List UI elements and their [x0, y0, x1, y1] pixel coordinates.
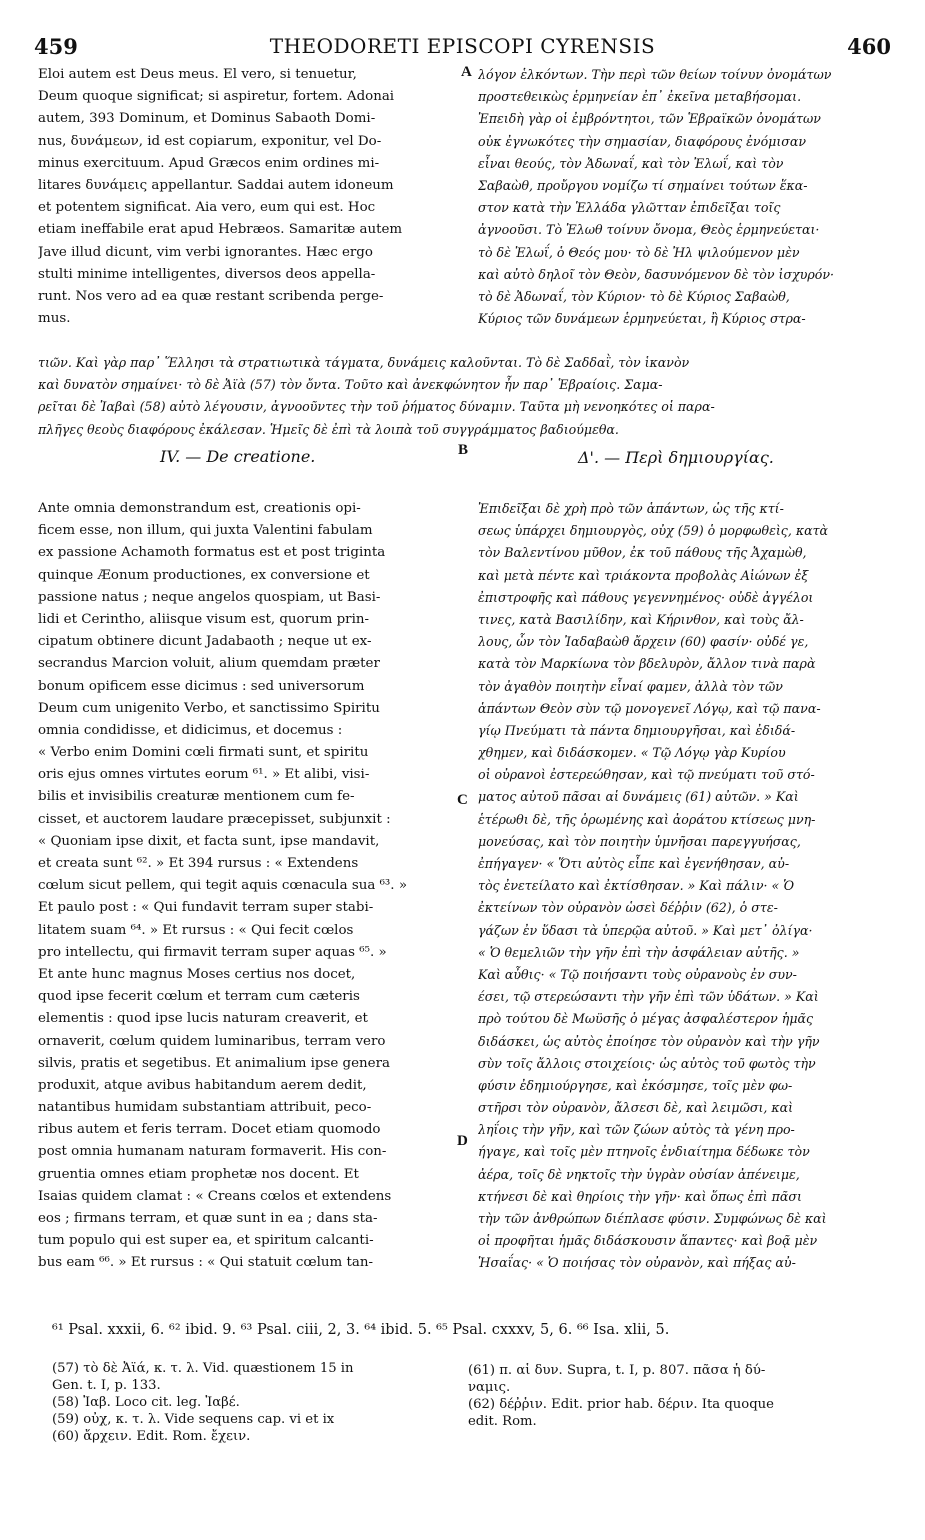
text-line: κατὰ τὸν Μαρκίωνα τὸν βδελυρὸν, ἄλλον τινὰ παρὰ [478, 656, 816, 672]
text-line: cipatum obtinere dicunt Jadabaoth ; neque ut ex- [38, 634, 372, 650]
text-line: τινες, κατὰ Βασιλίδην, καὶ Κήρινθον, καὶ τοὺς ἄλ- [478, 611, 804, 627]
text-line: οἱ προφῆται ἡμᾶς διδάσκουσιν ἅπαντες· καὶ βοᾷ μὲν [478, 1233, 818, 1249]
footnotes-left [52, 1360, 472, 1445]
text-line: Et paulo post : « Qui fundavit terram super stabi- [38, 900, 374, 916]
footnotes-right [468, 1362, 898, 1430]
text-line: « Quoniam ipse dixit, et facta sunt, ipse mandavit, [38, 833, 380, 849]
footnote-line: (61) π. αἱ δυν. Supra, t. I, p. 807. πᾶσα ἡ δύ- [468, 1363, 766, 1378]
text-line: ornaverit, cœlum quidem luminaribus, terram vero [38, 1033, 386, 1049]
text-line: natantibus humidam substantiam attribuit, peco- [38, 1100, 372, 1116]
text-line: eos ; firmans terram, et quæ sunt in ea ; dans sta- [38, 1211, 378, 1226]
text-line: ματος αὐτοῦ πᾶσαι αἱ δυνάμεις (61) αὐτῶν. » Καὶ [478, 789, 799, 805]
margin-letter-c: C [457, 792, 468, 808]
text-line: lidi et Cerintho, aliisque visum est, quorum prin- [38, 611, 370, 627]
text-line: gruentia omnes etiam prophetæ nos docent. Et [38, 1166, 359, 1182]
text-line: et potentem significat. Aia vero, eum qui est. Hoc [38, 200, 376, 216]
text-line: mus. [38, 311, 71, 327]
text-line: nus, δυνάμεων, id est copiarum, exponitur, vel Do- [38, 133, 382, 149]
text-line: omnia condidisse, et didicimus, et docemus : [38, 722, 343, 738]
text-line: προστεθεικὼς ἑρμηνείαν ἐπ᾽ ἐκεῖνα μεταβήσομαι. [478, 89, 802, 105]
text-line: φύσιν ἐδημιούργησε, καὶ ἐκόσμησε, τοῖς μὲν φω- [478, 1077, 793, 1093]
text-line: οἱ οὐρανοὶ ἐστερεώθησαν, καὶ τῷ πνεύματι τοῦ στό- [478, 767, 815, 783]
text-line: γάζων ἐν ὕδασι τὰ ὑπερῷα αὐτοῦ. » Καὶ μετ᾽ ὀλίγα· [478, 922, 813, 938]
text-line: post omnia humanam naturam formaverit. His con- [38, 1144, 387, 1160]
footnote-line: Gen. t. I, p. 133. [52, 1378, 161, 1393]
greek-full-width-paragraph [38, 352, 894, 441]
margin-letter-b: B [458, 442, 469, 458]
text-line: ἀέρα, τοῖς δὲ νηκτοῖς τὴν ὑγρὰν οὐσίαν ἀπένειμε, [478, 1166, 800, 1182]
text-line: στον κατὰ τὴν Ἑλλάδα γλῶτταν ἐπιδεῖξαι τοῖς [478, 200, 781, 216]
text-line: « Verbo enim Domini cœli firmati sunt, et spiritu [38, 745, 369, 761]
text-line: quinque Æonum productiones, ex conversione et [38, 567, 370, 583]
text-line: ἁπάντων Θεὸν σὺν τῷ μονογενεῖ Λόγῳ, καὶ τῷ πανα- [478, 700, 821, 716]
text-line: πλῆγες θεοὺς διαφόρους ἐκάλεσαν. Ἡμεῖς δὲ ἐπὶ τὰ λοιπὰ τοῦ συγγράμματος βαδιούμεθα. [38, 421, 619, 437]
text-line: tum populo qui est super ea, et spiritum calcanti- [38, 1233, 374, 1249]
text-line: bus eam ⁶⁶. » Et rursus : « Qui statuit cœlum tan- [38, 1255, 373, 1271]
text-line: ρεῖται δὲ Ἰαβαὶ (58) αὐτὸ λέγουσιν, ἀγνοοῦντες τὴν τοῦ ῥήματος δύναμιν. Ταῦτα μὴ νενοηκότες οἱ παρα- [38, 399, 715, 415]
text-line: Καὶ αὖθις· « Τῷ ποιήσαντι τοὺς οὐρανοὺς ἐν συν- [478, 966, 797, 982]
text-line: etiam ineffabile erat apud Hebræos. Samaritæ autem [38, 222, 403, 238]
text-line: λους, ὧν τὸν Ἰαδαβαὼθ ἄρχειν (60) φασίν· οὐδέ γε, [478, 634, 809, 650]
text-line: σὺν τοῖς ἄλλοις στοιχείοις· ὡς αὐτὸς τοῦ φωτὸς τὴν [478, 1055, 816, 1071]
margin-letter-a: A [461, 64, 472, 80]
text-line: Et ante hunc magnus Moses certius nos docet, [38, 966, 356, 982]
latin-column-bottom [38, 498, 458, 1275]
footnote-line: (59) οὐχ, κ. τ. λ. Vide sequens cap. vi et ix [52, 1412, 335, 1427]
text-line: πρὸ τούτου δὲ Μωϋσῆς ὁ μέγας ἀσφαλέστερον ἡμᾶς [478, 1011, 814, 1027]
margin-letter-d: D [457, 1133, 468, 1149]
text-line: ἑτέρωθι δὲ, τῆς ὁρωμένης καὶ ἀοράτου κτίσεως μνη- [478, 811, 816, 827]
text-line: εἶναι θεούς, τὸν Ἀδωναΐ, καὶ τὸν Ἐλωΐ, καὶ τὸν [478, 155, 784, 171]
text-line: Σαβαὼθ, προὔργου νομίζω τί σημαίνει τούτων ἕκα- [478, 177, 808, 193]
text-line: σεως ὑπάρχει δημιουργὸς, οὐχ (59) ὁ μορφωθεὶς, κατὰ [478, 523, 829, 539]
text-line: Deum cum unigenito Verbo, et sanctissimo Spiritu [38, 700, 380, 716]
text-line: μονεύσας, καὶ τὸν ποιητὴν ὑμνῆσαι παρεγγυήσας, [478, 833, 801, 849]
text-line: quod ipse fecerit cœlum et terram cum cæteris [38, 989, 360, 1005]
latin-column-top [38, 64, 458, 330]
text-line: Eloi autem est Deus meus. El vero, si tenuetur, [38, 67, 357, 82]
page-header [34, 34, 891, 60]
text-line: Κύριος τῶν δυνάμεων ἑρμηνεύεται, ἢ Κύριος στρα- [478, 311, 806, 327]
text-line: et creata sunt ⁶². » Et 394 rursus : « Extendens [38, 856, 359, 871]
text-line: ληΐοις τὴν γῆν, καὶ τῶν ζώων αὐτὸς τὰ γένη προ- [478, 1122, 795, 1138]
text-line: ἐπιστροφῆς καὶ πάθους γεγεννημένος· οὐδὲ ἀγγέλοι [478, 589, 814, 605]
text-line: τὸ δὲ Ἀδωναΐ, τὸν Κύριον· τὸ δὲ Κύριος Σαβαὼθ, [478, 288, 790, 304]
text-line: λόγον ἑλκόντων. Τὴν περὶ τῶν θείων τοίνυν ὀνομάτων [478, 67, 832, 82]
text-line: καὶ αὐτὸ δηλοῖ τὸν Θεὸν, δασυνόμενον δὲ τὸν ἰσχυρόν· [478, 266, 835, 282]
footnote-line: (58) Ἰαβ. Loco cit. leg. Ἰαβέ. [52, 1395, 240, 1410]
greek-column-bottom [478, 498, 892, 1275]
text-line: ήγαγε, καὶ τοῖς μὲν πτηνοῖς ἐνδιαίτημα δέδωκε τὸν [478, 1144, 810, 1160]
text-line: χθημεν, καὶ διδάσκομεν. « Τῷ Λόγῳ γὰρ Κυρίου [478, 745, 786, 761]
text-line: τιῶν. Καὶ γὰρ παρ᾽ Ἕλλησι τὰ στρατιωτικὰ τάγματα, δυνάμεις καλοῦνται. Τὸ δὲ Σαδδαῒ, τὸν ἱκανὸν [38, 355, 690, 370]
text-line: στῆρσι τὸν οὐρανὸν, ἄλσεσι δὲ, καὶ λειμῶσι, καὶ [478, 1100, 794, 1116]
text-line: litares δυνάμεις appellantur. Saddai autem idoneum [38, 177, 394, 193]
footnote-line: (57) τὸ δὲ Ἀϊά, κ. τ. λ. Vid. quæstionem 15 in [52, 1361, 354, 1376]
text-line: autem, 393 Dominum, et Dominus Sabaoth Domi- [38, 111, 376, 127]
text-line: pro intellectu, qui firmavit terram super aquas ⁶⁵. » [38, 944, 387, 960]
text-line: οὐκ ἐγνωκότες τὴν σημασίαν, διαφόρους ἐνόμισαν [478, 133, 807, 149]
text-line: τὴν τῶν ἀνθρώπων διέπλασε φύσιν. Συμφώνως δὲ καὶ [478, 1211, 827, 1226]
text-line: τὸν ἀγαθὸν ποιητὴν εἶναί φαμεν, ἀλλὰ τὸν τῶν [478, 678, 783, 694]
text-line: ἀγνοοῦσι. Τὸ Ἐλωθ τοίνυν ὄνομα, Θεὸς ἑρμηνεύεται· [478, 222, 820, 238]
text-line: ribus autem et feris terram. Docet etiam quomodo [38, 1122, 381, 1138]
text-line: ἐκτείνων τὸν οὐρανὸν ὡσεὶ δέῤῥιν (62), ὁ στε- [478, 900, 778, 916]
text-line: τὸν Βαλεντίνου μῦθον, ἐκ τοῦ πάθους τῆς Ἀχαμὼθ, [478, 545, 807, 561]
text-line: καὶ δυνατὸν σημαίνει· τὸ δὲ Ἀϊὰ (57) τὸν ὄντα. Τοῦτο καὶ ἀνεκφώνητον ἦν παρ᾽ Ἑβραίοις. Σαμα- [38, 377, 663, 393]
text-line: passione natus ; neque angelos quospiam, ut Basi- [38, 589, 381, 605]
text-line: έσει, τῷ στερεώσαντι τὴν γῆν ἐπὶ τῶν ὑδάτων. » Καὶ [478, 989, 819, 1005]
text-line: ἐπήγαγεν· « Ὅτι αὐτὸς εἶπε καὶ ἐγενήθησαν, αὐ- [478, 856, 790, 871]
text-line: bilis et invisibilis creaturæ mentionem cum fe- [38, 789, 355, 805]
text-line: Ἐπιδεῖξαι δὲ χρὴ πρὸ τῶν ἁπάντων, ὡς τῆς κτί- [478, 501, 784, 516]
text-line: cisset, et auctorem laudare præcepisset, subjunxit : [38, 811, 391, 827]
text-line: stulti minime intelligentes, diversos deos appella- [38, 266, 376, 282]
text-line: ficem esse, non illum, qui juxta Valentini fabulam [38, 523, 373, 539]
text-line: Ἐπειδὴ γὰρ οἱ ἐμβρόντητοι, τῶν Ἑβραϊκῶν ὀνομάτων [478, 111, 821, 127]
text-line: elementis : quod ipse lucis naturam creaverit, et [38, 1011, 368, 1027]
text-line: Deum quoque significat; si aspiretur, fortem. Adonai [38, 89, 395, 105]
text-line: oris ejus omnes virtutes eorum ⁶¹. » Et alibi, visi- [38, 767, 370, 783]
footnote-line: edit. Rom. [468, 1414, 537, 1429]
text-line: Jave illud dicunt, vim verbi ignorantes. Hæc ergo [38, 244, 373, 260]
text-line: διδάσκει, ὡς αὐτὸς ἐποίησε τὸν οὐρανὸν καὶ τὴν γῆν [478, 1033, 820, 1049]
text-line: ex passione Achamoth formatus est et post triginta [38, 545, 386, 561]
page-number-right: 460 [847, 34, 891, 59]
section-heading-latin: IV. — De creatione. [160, 447, 316, 466]
footnote-line: ναμις. [468, 1380, 511, 1395]
text-line: γίῳ Πνεύματι τὰ πάντα δημιουργῆσαι, καὶ ἐδιδά- [478, 722, 796, 738]
text-line: cœlum sicut pellem, qui tegit aquis cœnacula sua ⁶³. » [38, 878, 408, 894]
text-line: τὸ δὲ Ἐλωΐ, ὁ Θεός μου· τὸ δὲ Ἠλ ψιλούμενον μὲν [478, 244, 800, 260]
text-line: κτήνεσι δὲ καὶ θηρίοις τὴν γῆν· καὶ ὅπως ἐπὶ πᾶσι [478, 1188, 802, 1204]
footnote-line: (62) δέῤῥιν. Edit. prior hab. δέριν. Ita quoque [468, 1397, 774, 1412]
page-number-left: 459 [34, 34, 78, 59]
text-line: secrandus Marcion voluit, alium quemdam præter [38, 656, 380, 672]
text-line: produxit, atque avibus habitandum aerem dedit, [38, 1077, 367, 1093]
footnote-line: (60) ἄρχειν. Edit. Rom. ἔχειν. [52, 1429, 251, 1444]
text-line: silvis, pratis et segetibus. Et animalium ipse genera [38, 1055, 390, 1071]
text-line: Ἡσαΐας· « Ὁ ποιήσας τὸν οὐρανὸν, καὶ πήξας αὐ- [478, 1255, 796, 1271]
text-line: runt. Nos vero ad ea quæ restant scribenda perge- [38, 288, 384, 304]
text-line: Isaias quidem clamat : « Creans cœlos et extendens [38, 1188, 392, 1204]
text-line: τὸς ἐνετείλατο καὶ ἐκτίσθησαν. » Καὶ πάλιν· « Ὁ [478, 878, 795, 894]
text-line: litatem suam ⁶⁴. » Et rursus : « Qui fecit cœlos [38, 922, 354, 938]
text-line: bonum opificem esse dicimus : sed universorum [38, 678, 365, 694]
greek-column-top [478, 64, 892, 330]
section-heading-greek: Δ'. — Περὶ δημιουργίας. [578, 448, 774, 467]
text-line: minus exercituum. Apud Græcos enim ordines mi- [38, 155, 380, 171]
text-line: « Ὁ θεμελιῶν τὴν γῆν ἐπὶ τὴν ἀσφάλειαν αὐτῆς. » [478, 944, 800, 960]
running-title: THEODORETI EPISCOPI CYRENSIS [269, 34, 656, 58]
text-line: καὶ μετὰ πέντε καὶ τριάκοντα προβολὰς Αἰώνων ἐξ [478, 567, 809, 583]
scripture-references: ⁶¹ Psal. xxxii, 6. ⁶² ibid. 9. ⁶³ Psal. ciii, 2, 3. ⁶⁴ ibid. 5. ⁶⁵ Psal. cxxxv, 5, 6. ⁶⁶ Isa. xlii, 5. [52, 1322, 670, 1338]
text-line: Ante omnia demonstrandum est, creationis opi- [38, 501, 361, 516]
